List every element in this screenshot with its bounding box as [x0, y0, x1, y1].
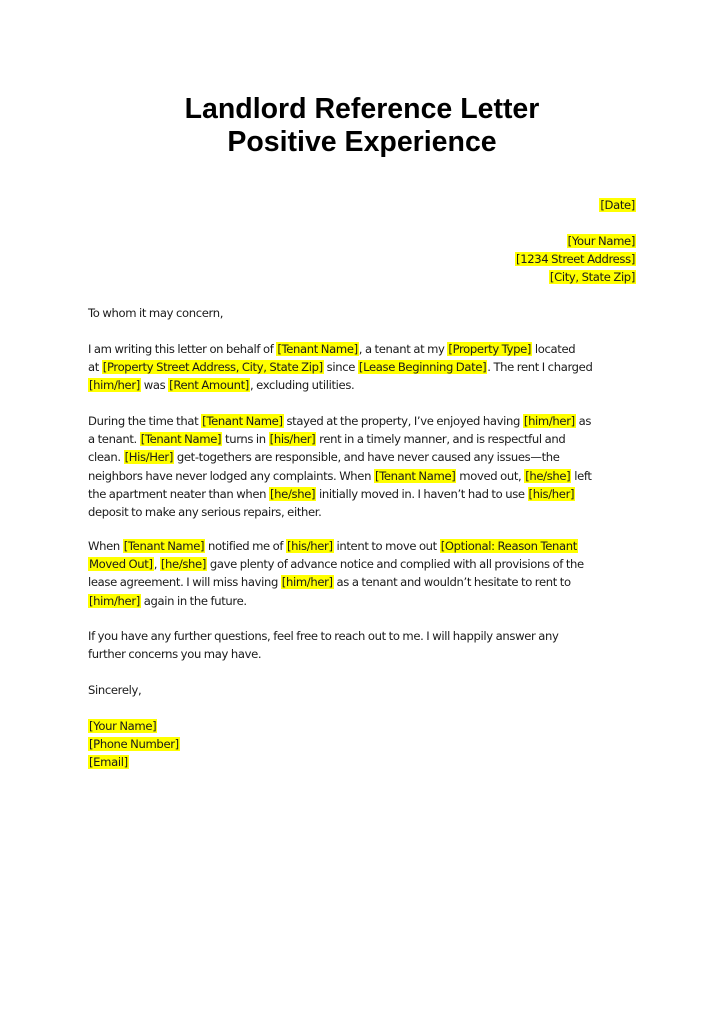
title-line-2: Positive Experience — [227, 126, 497, 158]
placeholder-field: [his/her] — [269, 432, 316, 447]
text-line — [88, 467, 648, 485]
sender-address-block — [515, 232, 636, 287]
text-line — [88, 485, 648, 503]
text-run: deposit to make any serious repairs, either. — [88, 505, 322, 520]
salutation: To whom it may concern, — [88, 306, 224, 320]
placeholder-field: [Property Street Address, City, State Zip] — [102, 360, 323, 375]
placeholder-field: [him/her] — [523, 414, 575, 428]
placeholder-field: [Tenant Name] — [140, 432, 222, 447]
text-run: lease agreement. I will miss having — [88, 575, 281, 590]
text-run: the apartment neater than when — [88, 486, 269, 501]
placeholder-field: [Tenant Name] — [123, 539, 205, 553]
paragraph-4 — [88, 627, 648, 663]
closing: Sincerely, — [88, 683, 142, 697]
text-line — [88, 412, 648, 430]
sender-name-placeholder: [Your Name] — [567, 234, 635, 248]
text-line — [88, 592, 648, 610]
text-run: turns in — [222, 432, 269, 447]
paragraph-1 — [88, 340, 648, 395]
text-run: moved out, — [456, 468, 525, 483]
text-run: , a tenant at my — [358, 342, 448, 356]
text-run: clean. — [88, 450, 124, 465]
text-run: a tenant. — [88, 432, 140, 447]
paragraph-3 — [88, 537, 648, 610]
text-run: neighbors have never lodged any complaints. When — [88, 468, 374, 483]
text-line — [88, 555, 648, 573]
text-line — [88, 340, 648, 358]
text-run: When — [88, 539, 123, 553]
text-line — [88, 645, 648, 663]
text-line — [88, 448, 648, 466]
placeholder-field: [Rent Amount] — [169, 378, 249, 393]
signature-name-placeholder: [Your Name] — [89, 719, 157, 733]
text-run: notified me of — [205, 539, 286, 553]
placeholder-field: [Tenant Name] — [202, 414, 283, 428]
placeholder-field: [he/she] — [270, 486, 316, 501]
placeholder-field: [Lease Beginning Date] — [358, 360, 487, 375]
text-run: During the time that — [88, 414, 202, 428]
date-block — [599, 196, 636, 214]
text-run: since — [323, 360, 358, 375]
signature-email-placeholder: [Email] — [89, 755, 128, 770]
placeholder-field: [Tenant Name] — [277, 342, 358, 356]
placeholder-field: [Property Type] — [448, 342, 532, 356]
text-run: , — [153, 557, 160, 572]
placeholder-field: [him/her] — [281, 575, 333, 590]
text-run: , excluding utilities. — [249, 378, 355, 393]
text-run: initially moved in. I haven’t had to use — [316, 486, 528, 501]
text-line — [88, 358, 648, 376]
text-line — [88, 503, 648, 521]
text-line — [88, 537, 648, 555]
text-run: gave plenty of advance notice and complied with all provisions of the — [207, 557, 584, 572]
text-run: was — [140, 378, 169, 393]
placeholder-field: [he/she] — [160, 557, 207, 572]
text-run: again in the future. — [140, 593, 247, 608]
placeholder-field: [His/Her] — [124, 450, 174, 465]
placeholder-field: [him/her] — [89, 378, 140, 393]
title-line-1: Landlord Reference Letter — [184, 93, 540, 125]
text-line — [88, 430, 648, 448]
text-run: as — [575, 414, 592, 428]
placeholder-field: [him/her] — [89, 593, 140, 608]
signature-block — [88, 717, 648, 772]
text-run: as a tenant and wouldn’t hesitate to rent to — [333, 575, 571, 590]
text-run: stayed at the property, I’ve enjoyed having — [283, 414, 523, 428]
placeholder-field: [his/her] — [286, 539, 333, 553]
sender-street-placeholder: [1234 Street Address] — [516, 252, 635, 267]
text-run: at — [88, 360, 102, 375]
document-title — [0, 93, 724, 159]
text-line — [88, 573, 648, 591]
text-line — [88, 627, 648, 645]
placeholder-field: Moved Out] — [89, 557, 153, 572]
paragraph-2 — [88, 412, 648, 521]
sender-city-placeholder: [City, State Zip] — [549, 270, 635, 285]
text-run: further concerns you may have. — [88, 647, 262, 662]
text-run: left — [571, 468, 592, 483]
placeholder-field: [he/she] — [525, 468, 571, 483]
text-run: . The rent I charged — [487, 360, 593, 375]
date-placeholder: [Date] — [600, 198, 635, 212]
placeholder-field: [his/her] — [528, 486, 575, 501]
placeholder-field: [Tenant Name] — [374, 468, 456, 483]
text-run: intent to move out — [333, 539, 440, 553]
text-run: rent in a timely manner, and is respectful and — [316, 432, 566, 447]
placeholder-field: [Optional: Reason Tenant — [440, 539, 577, 553]
signature-phone-placeholder: [Phone Number] — [89, 737, 179, 752]
text-run: I am writing this letter on behalf of — [88, 342, 277, 356]
text-run: get-togethers are responsible, and have never caused any issues—the — [174, 450, 560, 465]
text-run: If you have any further questions, feel free to reach out to me. I will happily answer any — [88, 629, 559, 643]
text-run: located — [532, 342, 576, 356]
text-line — [88, 376, 648, 394]
